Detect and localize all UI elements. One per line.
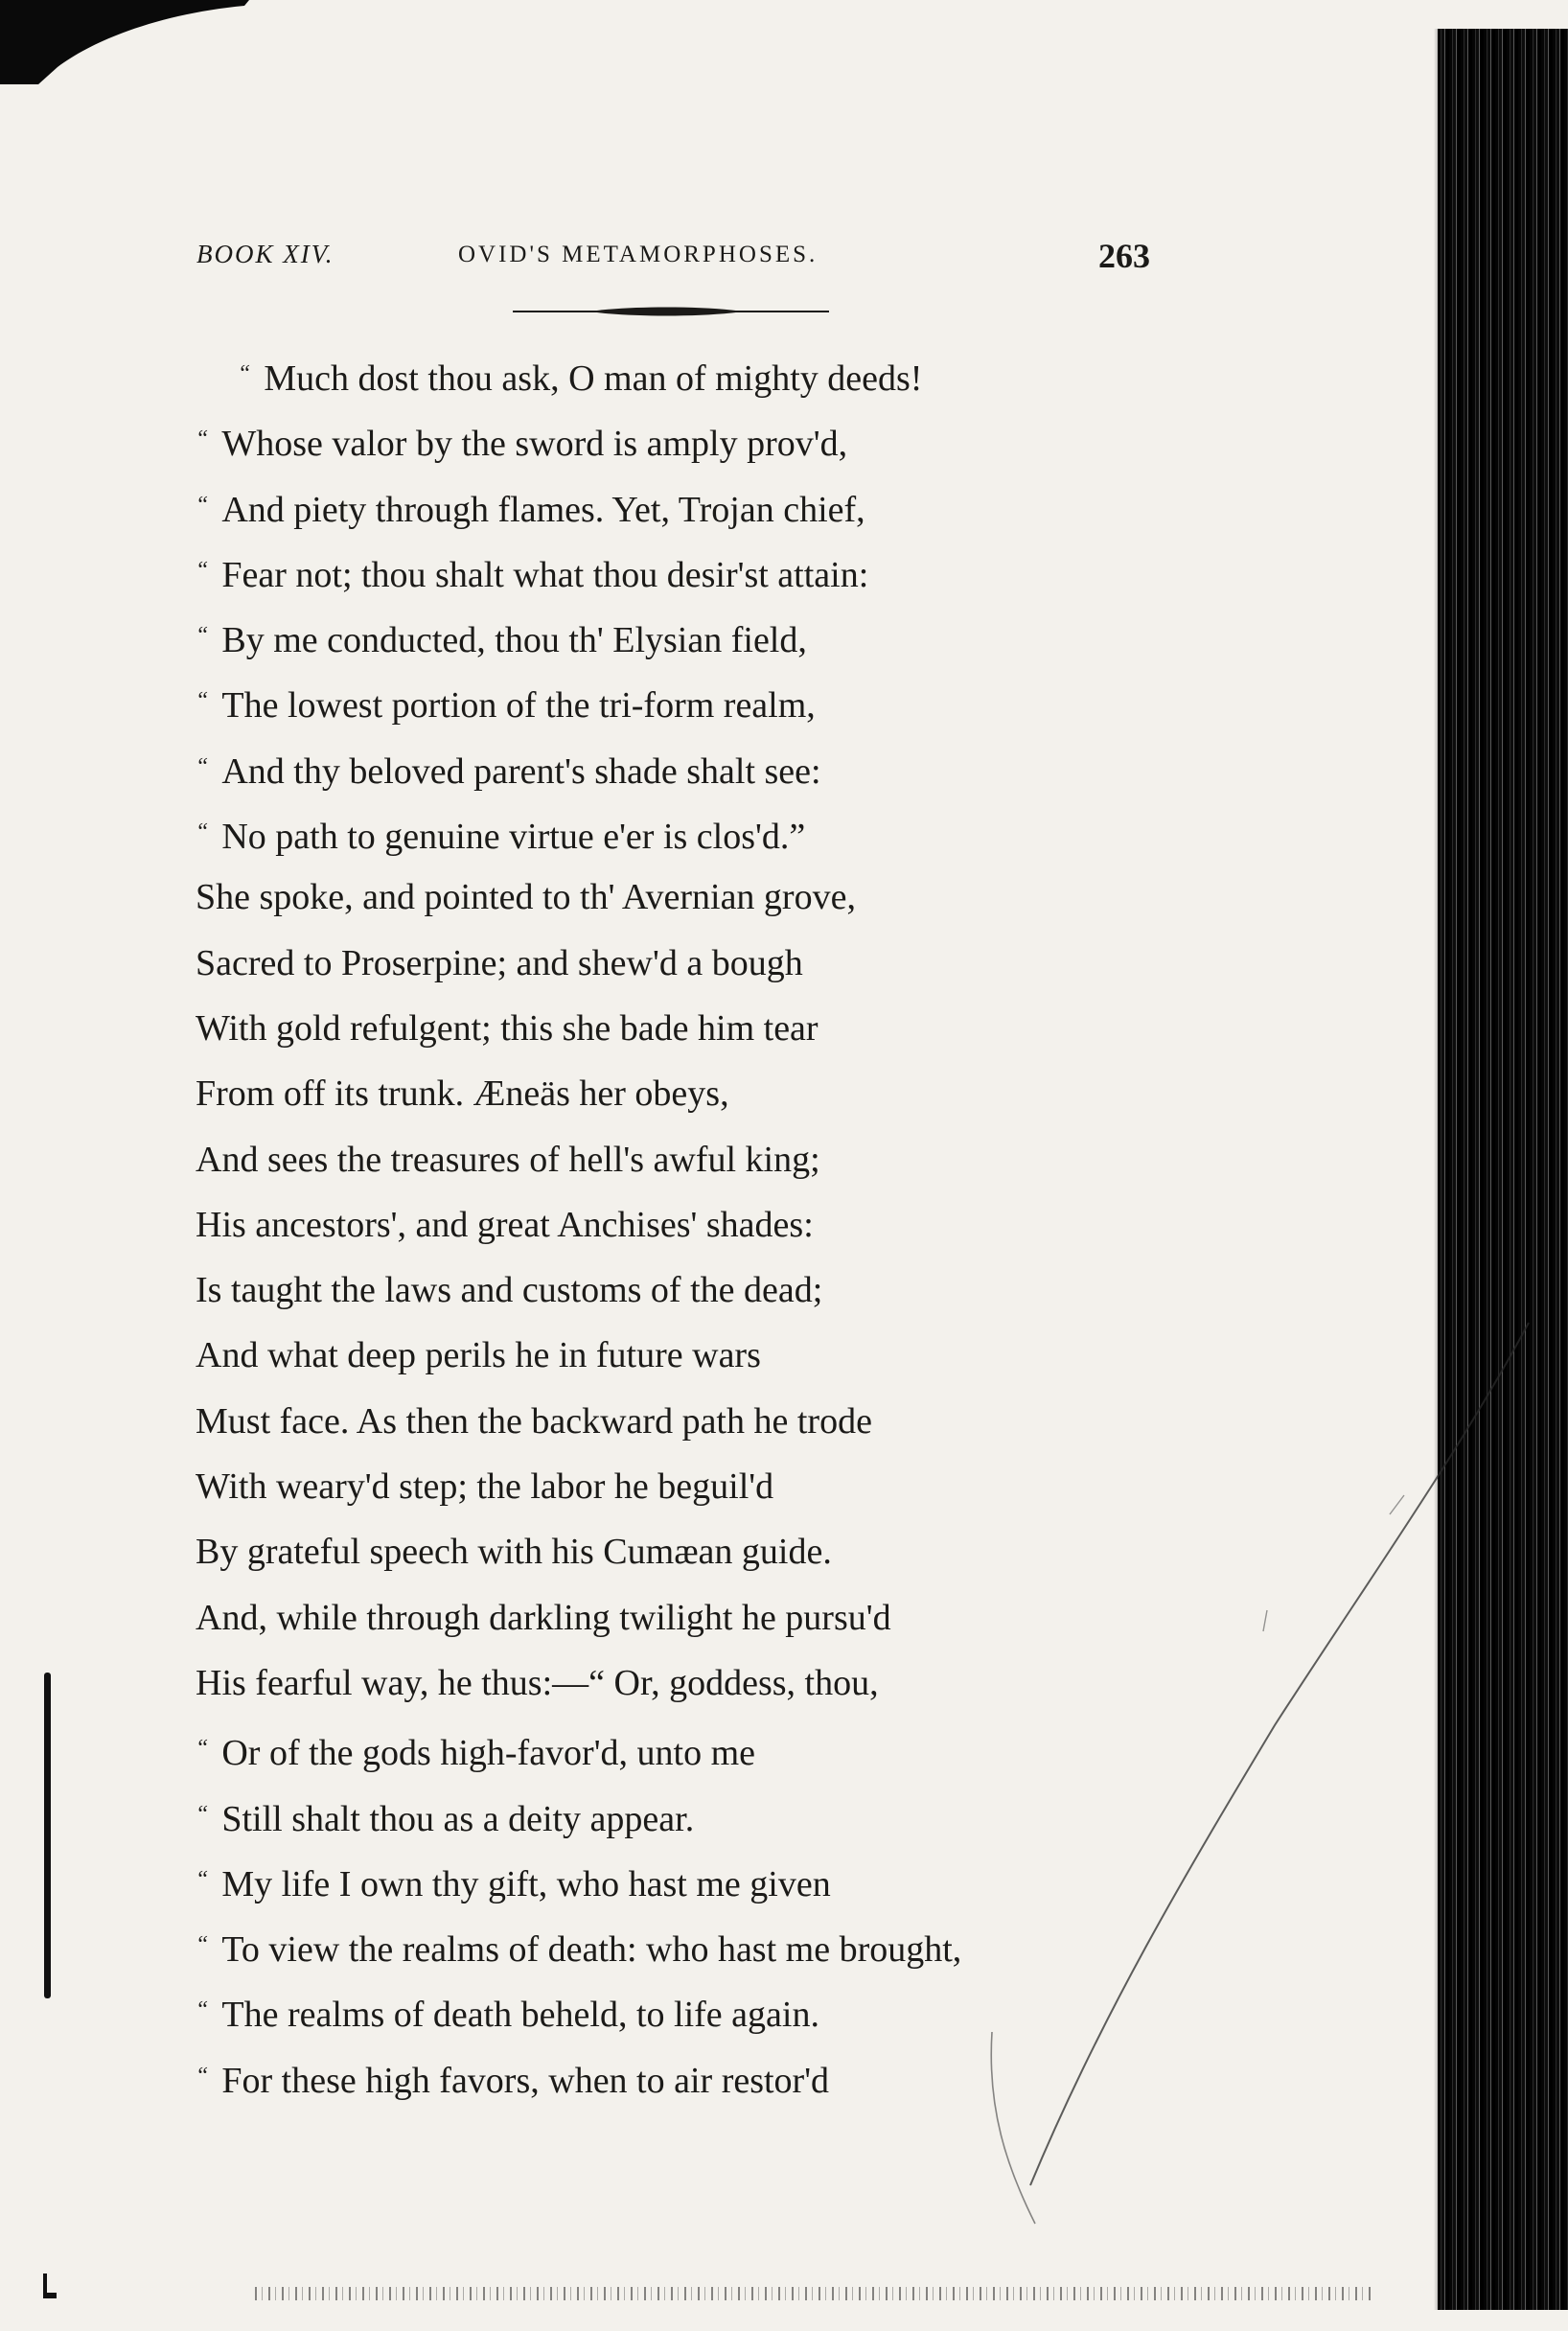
verse-line [0,415,1342,480]
quote-mark: “ [196,557,209,583]
quote-mark: “ [196,753,209,779]
quote-mark: “ [196,1997,209,2023]
verse-line [0,1070,1342,1135]
header-ornament-rule [513,305,829,318]
verse-line [0,1463,1342,1528]
verse-line-text: Is taught the laws and customs of the dead; [196,1270,823,1311]
verse-line-text: She spoke, and pointed to th' Avernian grove, [196,877,856,918]
verse-line [0,1136,1342,1201]
verse-line [0,1790,1342,1856]
verse-line-text: The realms of death beheld, to life again. [221,1995,819,2036]
quote-mark: “ [196,688,209,714]
verse-line-text: And, while through darkling twilight he pursu'd [196,1597,891,1638]
verse-line-text: With weary'd step; the labor he beguil'd [196,1466,774,1508]
verse-line [0,1921,1342,1986]
verse-line-text: With gold refulgent; this she bade him tear [196,1007,819,1049]
verse-line-text: And thy beloved parent's shade shalt see: [221,750,821,792]
verse-line [0,1201,1342,1266]
quote-mark: “ [196,427,209,452]
verse-line-text: His fearful way, he thus:—“ Or, goddess, thou, [196,1662,879,1703]
verse-line-text: Much dost thou ask, O man of mighty deeds! [264,358,923,399]
verse-text [0,350,1342,2117]
verse-line [0,1986,1342,2051]
verse-line [0,2052,1342,2117]
verse-line [0,1659,1342,1724]
verse-line [0,808,1342,873]
verse-line-text: By grateful speech with his Cumæan guide. [196,1532,832,1573]
binding-gutter [1438,29,1568,2310]
verse-line [0,1856,1342,1921]
verse-line-text: Sacred to Proserpine; and shew'd a bough [196,942,803,983]
verse-line-text: His ancestors', and great Anchises' shades: [196,1204,814,1245]
verse-line-text: My life I own thy gift, who hast me given [221,1863,831,1904]
verse-line [0,743,1342,808]
verse-line [0,612,1342,677]
quote-mark: “ [238,361,251,386]
verse-line [0,1594,1342,1659]
book-label: BOOK XIV. [196,240,334,268]
verse-line [0,873,1342,938]
verse-line-text: From off its trunk. Æneäs her obeys, [196,1073,729,1115]
quote-mark: “ [196,1866,209,1892]
quote-mark: “ [196,1736,209,1762]
verse-line-text: Or of the gods high-favor'd, unto me [221,1733,756,1774]
verse-line [0,677,1342,742]
quote-mark: “ [196,1932,209,1958]
verse-line-text: By me conducted, thou th' Elysian field, [221,620,807,661]
verse-line-text: The lowest portion of the tri-form realm, [221,685,816,727]
verse-line-text: Still shalt thou as a deity appear. [221,1798,695,1839]
verse-line-text: And piety through flames. Yet, Trojan chief, [221,489,865,530]
verse-line [0,1724,1342,1789]
verse-line-text: Whose valor by the sword is amply prov'd, [221,424,848,465]
verse-line [0,481,1342,546]
verse-line-text: And sees the treasures of hell's awful king; [196,1139,820,1180]
verse-line [0,546,1342,612]
verse-line-text: To view the realms of death: who hast me brought, [221,1929,962,1971]
quote-mark: “ [196,819,209,845]
verse-line-text: Must face. As then the backward path he trode [196,1400,872,1442]
verse-line [0,1004,1342,1070]
running-title: OVID'S METAMORPHOSES. [458,242,819,267]
verse-line-text: And what deep perils he in future wars [196,1335,761,1376]
quote-mark: “ [196,1801,209,1827]
running-header [0,220,1568,278]
verse-line [0,1331,1342,1396]
verse-line [0,1397,1342,1463]
corner-artifact [0,0,249,86]
verse-line [0,1528,1342,1593]
bleed-through-dots [249,2287,1371,2300]
verse-line [0,350,1342,415]
verse-line [0,939,1342,1004]
corner-bracket-mark [41,2273,57,2298]
verse-line [0,1266,1342,1331]
quote-mark: “ [196,492,209,518]
quote-mark: “ [196,623,209,649]
verse-line-text: For these high favors, when to air restor'd [221,2060,830,2101]
verse-line-text: No path to genuine virtue e'er is clos'd.” [221,817,806,858]
page-number: 263 [1098,237,1150,275]
quote-mark: “ [196,2063,209,2089]
verse-line-text: Fear not; thou shalt what thou desir'st attain: [221,554,869,595]
